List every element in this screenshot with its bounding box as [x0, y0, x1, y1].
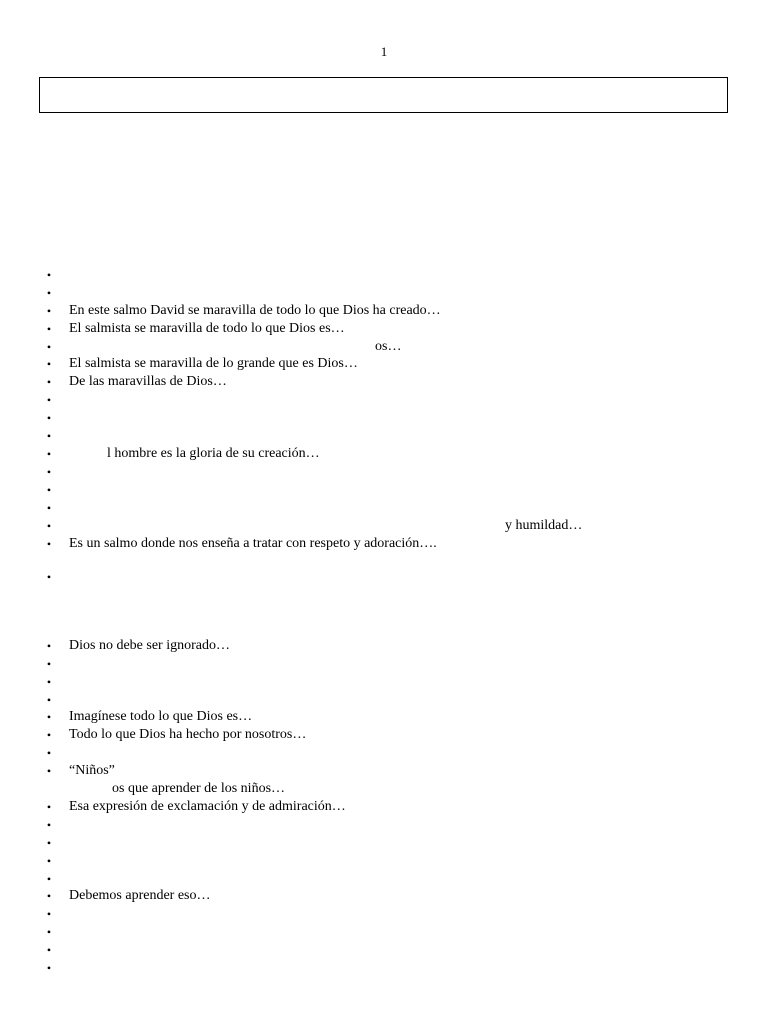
list-item [0, 691, 768, 709]
bullet-icon: • [46, 836, 52, 850]
list-item [0, 427, 768, 445]
list-item [0, 798, 768, 816]
bullet-icon: • [46, 710, 52, 724]
list-item [0, 887, 768, 905]
bullet-icon: • [46, 375, 52, 389]
bullet-icon: • [46, 411, 52, 425]
bullet-icon: • [46, 925, 52, 939]
bullet-icon: • [46, 304, 52, 318]
list-item-text: Esa expresión de exclamación y de admiración… [69, 799, 346, 814]
bullet-icon: • [46, 943, 52, 957]
list-item [0, 941, 768, 959]
list-item-text: El salmista se maravilla de lo grande que es Dios… [69, 356, 358, 371]
list-item [0, 568, 768, 586]
bullet-icon: • [46, 393, 52, 407]
list-item [0, 959, 768, 977]
list-item [0, 852, 768, 870]
list-item-text: y humildad… [505, 518, 583, 533]
list-item-text: De las maravillas de Dios… [69, 374, 227, 389]
list-item [0, 762, 768, 780]
list-item-text: “Niños” [69, 763, 115, 778]
list-item [0, 302, 768, 320]
bullet-icon: • [46, 322, 52, 336]
list-item [0, 463, 768, 481]
list-item [0, 373, 768, 391]
list-item-text: Imagínese todo lo que Dios es… [69, 709, 253, 724]
list-item-text: El salmista se maravilla de todo lo que Dios es… [69, 321, 345, 336]
list-item-text: Es un salmo donde nos enseña a tratar con respeto y adoración…. [69, 536, 437, 551]
list-item [0, 409, 768, 427]
list-item [0, 834, 768, 852]
bullet-icon: • [46, 537, 52, 551]
bullet-icon: • [46, 800, 52, 814]
bullet-icon: • [46, 639, 52, 653]
list-item-text: En este salmo David se maravilla de todo lo que Dios ha creado… [69, 303, 441, 318]
list-item [0, 445, 768, 463]
bullet-icon: • [46, 746, 52, 760]
bullet-icon: • [46, 429, 52, 443]
bullet-icon: • [46, 357, 52, 371]
bullet-icon: • [46, 465, 52, 479]
list-item-text: os… [375, 339, 402, 354]
list-item [0, 816, 768, 834]
list-item [0, 499, 768, 517]
bullet-icon: • [46, 675, 52, 689]
bullet-icon: • [46, 340, 52, 354]
list-item [0, 338, 768, 356]
list-item [0, 923, 768, 941]
bullet-icon: • [46, 693, 52, 707]
bullet-icon: • [46, 872, 52, 886]
list-item [0, 637, 768, 655]
bullet-icon: • [46, 570, 52, 584]
bullet-icon: • [46, 907, 52, 921]
bullet-icon: • [46, 728, 52, 742]
list-item [0, 780, 768, 798]
bullet-icon: • [46, 483, 52, 497]
list-item [0, 870, 768, 888]
list-item-text: Dios no debe ser ignorado… [69, 638, 230, 653]
bullet-icon: • [46, 501, 52, 515]
list-item [0, 535, 768, 553]
list-item-text: Todo lo que Dios ha hecho por nosotros… [69, 727, 307, 742]
list-item-text: l hombre es la gloria de su creación… [107, 446, 320, 461]
bullet-icon: • [46, 764, 52, 778]
bullet-icon: • [46, 657, 52, 671]
list-item [0, 708, 768, 726]
page-number: 1 [380, 44, 388, 59]
list-item [0, 744, 768, 762]
bullet-icon: • [46, 286, 52, 300]
bullet-icon: • [46, 889, 52, 903]
list-item [0, 517, 768, 535]
list-item [0, 673, 768, 691]
list-item [0, 655, 768, 673]
list-item [0, 905, 768, 923]
bullet-icon: • [46, 447, 52, 461]
list-item [0, 726, 768, 744]
list-item [0, 481, 768, 499]
bullet-icon: • [46, 818, 52, 832]
bullet-icon: • [46, 268, 52, 282]
list-item-text: os que aprender de los niños… [112, 781, 286, 796]
bullet-icon: • [46, 519, 52, 533]
bullet-icon: • [46, 854, 52, 868]
bullet-icon: • [46, 961, 52, 975]
list-item [0, 266, 768, 284]
title-box [39, 77, 728, 113]
list-item [0, 284, 768, 302]
list-item-text: Debemos aprender eso… [69, 888, 211, 903]
list-item [0, 391, 768, 409]
list-item [0, 320, 768, 338]
list-item [0, 355, 768, 373]
